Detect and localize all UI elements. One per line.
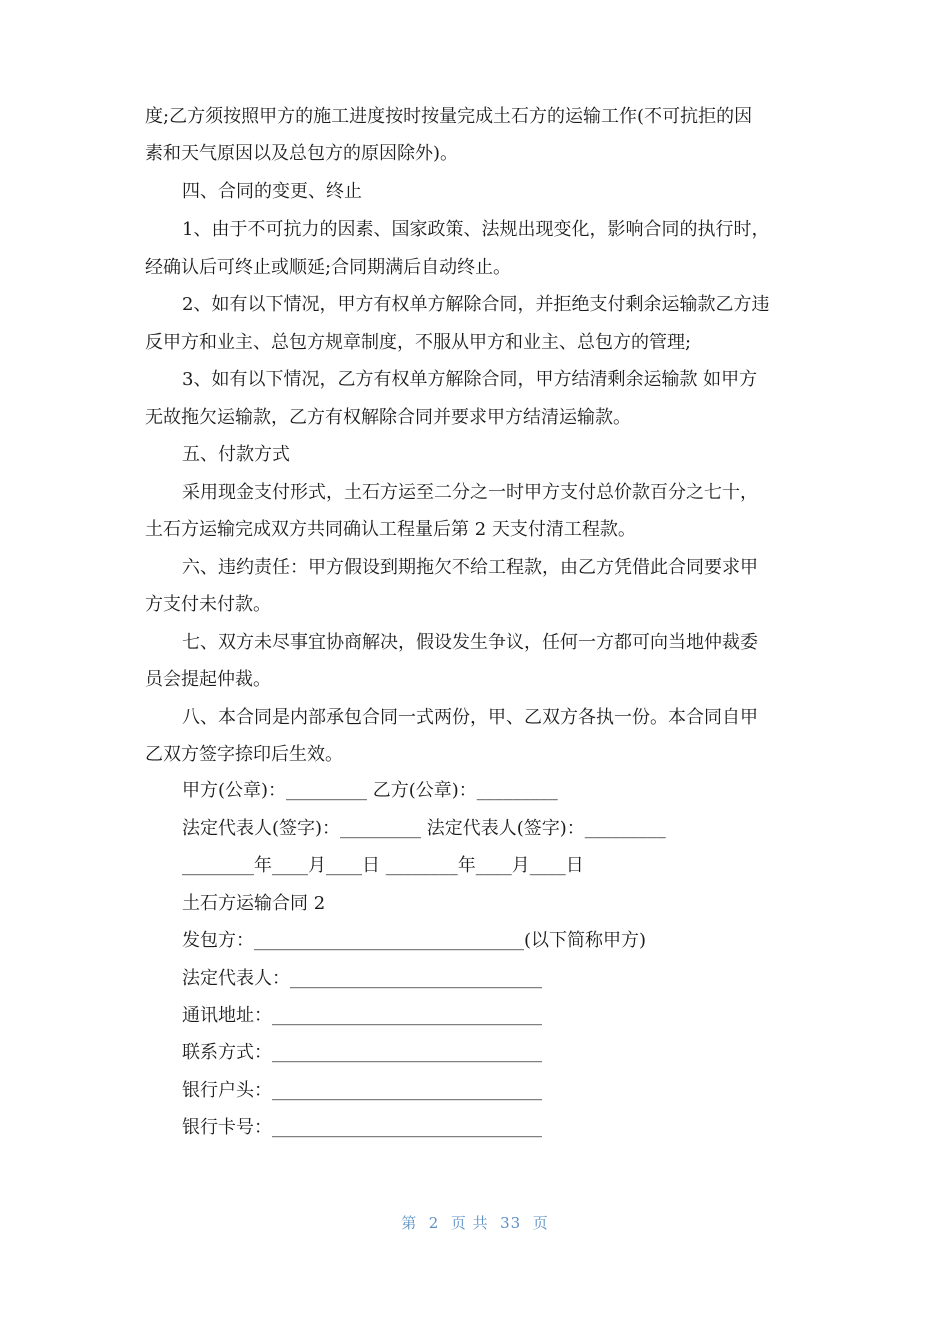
form-field-line: 法定代表人：____________________________ [182,968,542,989]
paragraph-line: 无故拖欠运输款，乙方有权解除合同并要求甲方结清运输款。 [145,407,631,428]
paragraph-line: 六、违约责任：甲方假设到期拖欠不给工程款，由乙方凭借此合同要求甲 [182,557,758,578]
contract-title: 土石方运输合同 2 [182,893,326,914]
paragraph-line: 2、如有以下情况，甲方有权单方解除合同，并拒绝支付剩余运输款乙方违 [182,294,770,315]
paragraph-line: 员会提起仲裁。 [145,669,271,690]
form-field-line: 联系方式：______________________________ [182,1042,542,1063]
form-field-line: 银行户头：______________________________ [182,1080,542,1101]
signature-line: 法定代表人(签字)：_________ 法定代表人(签字)：_________ [182,818,666,839]
paragraph-line: 乙双方签字捺印后生效。 [145,744,343,765]
section-heading: 五、付款方式 [182,444,290,465]
paragraph-line: 1、由于不可抗力的因素、国家政策、法规出现变化，影响合同的执行时， [182,219,770,240]
paragraph-line: 七、双方未尽事宜协商解决，假设发生争议，任何一方都可向当地仲裁委 [182,632,758,653]
form-field-line: 银行卡号：______________________________ [182,1117,542,1138]
date-line: ________年____月____日 ________年____月____日 [182,855,584,876]
paragraph-line: 素和天气原因以及总包方的原因除外)。 [145,143,459,164]
page-number-footer: 第 2 页 共 33 页 [401,1214,549,1232]
paragraph-line: 方支付未付款。 [145,594,271,615]
section-heading: 四、合同的变更、终止 [182,181,362,202]
paragraph-line: 度;乙方须按照甲方的施工进度按时按量完成土石方的运输工作(不可抗拒的因 [145,106,753,127]
signature-line: 甲方(公章)：_________ 乙方(公章)：_________ [182,780,558,801]
form-field-line: 发包方：______________________________(以下简称甲方) [182,930,647,951]
paragraph-line: 八、本合同是内部承包合同一式两份，甲、乙双方各执一份。本合同自甲 [182,707,758,728]
paragraph-line: 经确认后可终止或顺延;合同期满后自动终止。 [145,257,512,278]
paragraph-line: 采用现金支付形式，土石方运至二分之一时甲方支付总价款百分之七十， [182,482,758,503]
paragraph-line: 土石方运输完成双方共同确认工程量后第 2 天支付清工程款。 [145,519,636,540]
paragraph-line: 反甲方和业主、总包方规章制度，不服从甲方和业主、总包方的管理; [145,332,692,353]
form-field-line: 通讯地址：______________________________ [182,1005,542,1026]
paragraph-line: 3、如有以下情况，乙方有权单方解除合同，甲方结清剩余运输款 如甲方 [182,369,758,390]
